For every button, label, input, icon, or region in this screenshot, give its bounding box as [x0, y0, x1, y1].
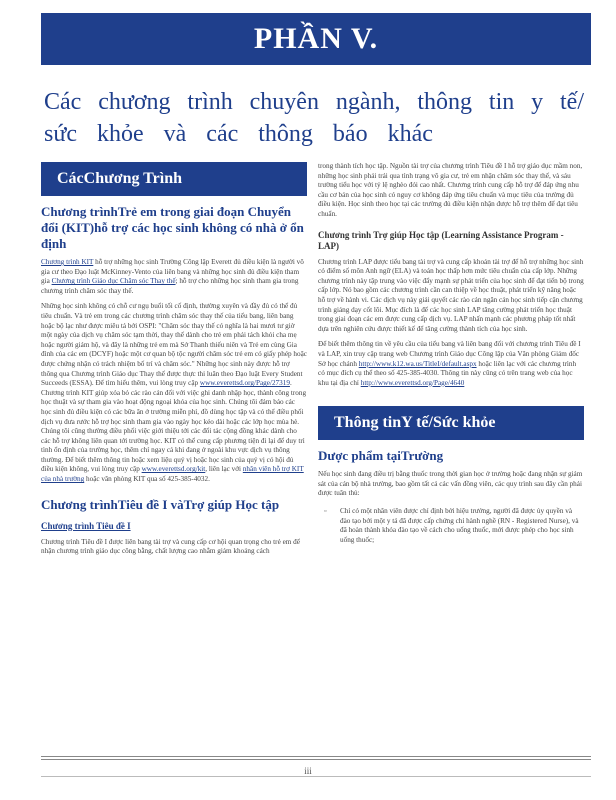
page-title: [44, 86, 584, 150]
district-page-link[interactable]: http://www.everettsd.org/Page/4640: [360, 378, 465, 387]
section-programs-header: CácChương Trình: [41, 162, 307, 196]
page-number: iii: [304, 766, 312, 776]
title-line-1: Các chương trình chuyên ngành, thông tin y tế/: [44, 89, 584, 115]
kit-text-5: , liên lạc với: [205, 465, 243, 474]
more-text-1: Để biết thêm thông tin về yêu cầu của tiểu bang và liên bang đối với chương trình Tiêu đề I và LAP, xin truy cập trang web Chương trình Giáo dục Công lập của Văn phòng Giám đốc Sở học chánh: [318, 340, 581, 368]
more-text-2: hoặc liên lạc với các chương trình có mục đích cụ thể theo số 425-385-4030. Thông tin này cũng có trên trang web của học khu tại địa chỉ: [318, 359, 577, 387]
left-column: [41, 162, 307, 557]
section-health-header: Thông tinY tế/Sức khỏe: [318, 406, 584, 440]
title-line-2: sức khỏe và các thông báo khác: [44, 121, 433, 147]
kit-text-1: hỗ trợ những học sinh Trường Công lập Everett đủ điều kiện là người vô gia cư theo Đạo luật McKinney-Vento của liên bang và những học sinh đủ điều kiện tham gia: [41, 258, 304, 286]
medication-list-item: ▫ Chỉ có một nhân viên được chỉ định bởi hiệu trưởng, người đã được ủy quyền và đào tạo bởi một y tá đã được cấp chứng chỉ hành nghề (RN - Registered Nurse), và đã hoàn thành khóa đào tạo về cách cho uống thuốc, mới được phép cho học sinh uống thuốc;: [330, 507, 584, 545]
essa-page-link[interactable]: www.everettsd.org/Page/27319: [199, 379, 290, 388]
part-banner: PHẦN V.: [41, 13, 591, 65]
lap-heading: Chương trình Trợ giúp Học tập (Learning Assistance Program - LAP): [318, 229, 564, 251]
title1-paragraph: Chương trình Tiêu đề I được liên bang tài trợ và cung cấp cơ hội quan trọng cho trẻ em để nhận chương trình giáo dục công bằng, chất lượng cao nhằm giảm khoảng cách: [41, 537, 300, 556]
lap-paragraph: Chương trình LAP được tiểu bang tài trợ và cung cấp khoản tài trợ để hỗ trợ những học sinh có điểm số môn Anh ngữ (ELA) và toán học thấp hơn mức tiêu chuẩn của cấp lớp. Những chương trình này tập trung vào việc đẩy mạnh sự phát triển của học sinh để đạt tiến bộ trong cấp lớp. Nó bao gồm các chương trình cần can thiệp về học thuật, phát triển kỹ năng hoặc hỗ trợ về hành vi. Các dịch vụ này giải quyết các rào cản ngăn cản học sinh tiếp cận chương trình giảng dạy cốt lõi. Mục đích là để các học sinh LAP tăng cường phát triển học thuật trong giai đoạn các em được cung cấp dịch vụ. LAP nhấn mạnh các phương pháp tốt nhất dựa trên nghiên cứu được thiết kế để tăng cường thành tích của học sinh.: [318, 257, 584, 333]
right-column: [318, 162, 584, 545]
kit-text-6: hoặc văn phòng KIT qua số 425-385-4032.: [84, 475, 210, 484]
kit-paragraph-2: [41, 302, 307, 484]
kit-text-2: ; hỗ trợ cho những học sinh tham gia trong chương trình chăm sóc thay thế.: [41, 277, 299, 295]
title1-heading: Chương trìnhTiêu đề I vàTrợ giúp Học tập: [41, 496, 280, 512]
medication-list: [318, 507, 584, 545]
kit-staff-link[interactable]: nhân viên hỗ trợ KIT của nhà trường: [41, 465, 304, 484]
ospi-link[interactable]: http://www.k12.wa.us/TitleI/default.aspx: [358, 359, 477, 368]
more-info-paragraph: [318, 340, 584, 388]
title1-paragraph-cont: trong thành tích học tập. Nguồn tài trợ của chương trình Tiêu đề I hỗ trợ giáo dục mầm non, những học sinh phải trải qua tình trạng vô gia cư, trẻ em nhận chăm sóc thay thế, và sáu trường tiểu học với tỷ lệ nghèo đói cao nhất. Chương trình cung cấp hỗ trợ để đáp ứng nhu cầu cơ bản của học sinh có nguy cơ không đáp ứng tiêu chuẩn và mục tiêu của trường đủ điều kiện. Học sinh theo học tại các trường đủ điều kiện nhận được hỗ trợ thêm để đạt tiêu chuẩn.: [318, 162, 583, 218]
kit-program-link[interactable]: Chương trình KIT: [41, 258, 94, 266]
foster-care-link[interactable]: Chương trình Giáo dục Chăm sóc Thay thế: [51, 277, 176, 286]
title1-subheading: Chương trình Tiêu đề I: [41, 520, 131, 531]
footer-divider-top: [41, 756, 591, 757]
kit-url-link[interactable]: www.everettsd.org/kit: [141, 465, 206, 474]
footer-divider-bottom: [41, 759, 591, 760]
medication-heading: Dược phẩm tạiTrường: [318, 448, 444, 464]
footer-rule: [41, 776, 591, 777]
medication-paragraph: Nếu học sinh đang điều trị bằng thuốc trong thời gian học ở trường hoặc đang nhận sự giám sát của cán bộ nhà trường, bao gồm tất cả các vấn đồng viên, các quy trình sau đây cần phải được tuân thủ:: [318, 470, 583, 498]
kit-text-4: . Chương trình KIT giúp xóa bỏ các rào cản đối với việc ghi danh nhập học, thành công trong học thuật và sự tham gia vào hoạt động ngoại khóa của học sinh. Chúng tôi đảm bảo các học sinh đủ điều kiện có các bữa ăn ở trường miễn phí, đồ dùng học tập và có thể điều phối dịch vụ đưa rước hỗ trợ học sinh tham gia vào ngày học kéo dài hoặc các lớp học mùa hè. Chúng tôi cũng thường điều phối việc giới thiệu tới các đối tác cộng đồng khác dành cho các hỗ trợ không liên quan tới trường học. KIT có thể cung cấp phương tiện đi lại để duy trì tình ổn định của trường học, thêm chí ngay cả khi đang ở ngoài khu vực dịch vụ thông thường. Để biết thêm thông tin hoặc xem liệu quý vị hoặc học sinh của quý vị có hội đủ điều kiện không, vui lòng truy cập: [41, 379, 307, 474]
kit-text-3: Những học sinh không có chỗ cư ngụ buổi tối cố định, thường xuyên và đầy đủ có thể đủ tiêu chuẩn. Và trẻ em trong các chương trình chăm sóc thay thế của tiểu bang, liên bang hoặc bộ lạc như được miêu tả bởi OSPI: "Chăm sóc thay thế có nghĩa là hai mươi tư giờ một ngày của dịch vụ chăm sóc tạm thời, thay thế dành cho trẻ em phải tách khỏi cha mẹ hoặc người giám hộ, và đây là những trẻ em mà Sở Thanh thiếu niên và Trẻ em cùng Gia đình của các em (DCYF) hoặc một cơ quan bộ tộc người chăm sóc trẻ em có giấy phép hoặc được chứng nhận có trách nhiệm bố trí và chăm sóc." Những học sinh này được hỗ trợ thông qua Chương trình Giáo dục Thay thế được thực thi luân theo Đạo luật Every Student Succeeds (ESSA). Để tìm hiểu thêm, vui lòng truy cập: [41, 302, 307, 388]
kit-paragraph-1: [41, 258, 307, 296]
kit-heading: Chương trìnhTrẻ em trong giai đoạn Chuyển đổi (KIT)hỗ trợ các học sinh không có nhà ở ổn định: [41, 204, 304, 251]
